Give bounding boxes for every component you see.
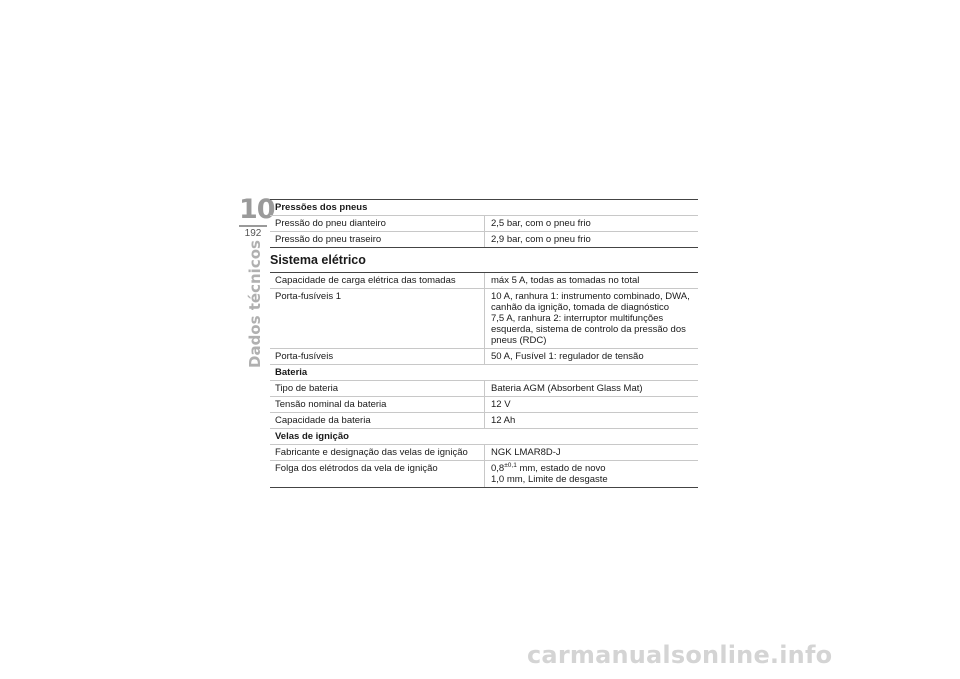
row-label: Capacidade de carga elétrica das tomadas — [270, 273, 485, 288]
value-line: 7,5 A, ranhura 2: interruptor multifunções — [491, 313, 664, 324]
row-label: Tensão nominal da bateria — [270, 397, 485, 412]
row-value — [485, 273, 698, 288]
table-row — [270, 215, 698, 231]
row-value: 12 V — [491, 399, 511, 410]
value-line: pneus (RDC) — [491, 335, 547, 346]
table-row — [270, 444, 698, 460]
value-base: 0,8 — [491, 463, 505, 474]
table-row — [270, 380, 698, 396]
row-label: Tipo de bateria — [270, 381, 485, 396]
table-row — [270, 396, 698, 412]
row-label: Pressão do pneu traseiro — [270, 232, 485, 247]
row-label: Fabricante e designação das velas de ignição — [270, 445, 485, 460]
value-line: 10 A, ranhura 1: instrumento combinado, DWA, — [491, 291, 690, 302]
tire-pressure-heading: Pressões dos pneus — [275, 202, 368, 213]
row-value — [485, 461, 698, 487]
value-line — [491, 463, 694, 474]
row-label: Folga dos elétrodos da vela de ignição — [270, 461, 485, 487]
electrical-table — [270, 272, 698, 488]
page-number: 192 — [244, 228, 262, 239]
chapter-divider — [239, 225, 267, 227]
battery-heading: Bateria — [270, 364, 698, 380]
row-label: Porta-fusíveis 1 — [270, 289, 485, 348]
table-row — [270, 460, 698, 487]
row-value — [485, 349, 698, 364]
table-row — [270, 348, 698, 364]
tire-pressure-table — [270, 199, 698, 248]
value-line: canhão da ignição, tomada de diagnóstico — [491, 302, 669, 313]
value-line: 50 A, Fusível 1: regulador de tensão — [491, 351, 644, 362]
chapter-number: 10 — [239, 194, 275, 225]
table-row — [270, 231, 698, 247]
table-row — [270, 412, 698, 428]
row-value — [485, 289, 698, 348]
row-label: Pressão do pneu dianteiro — [270, 216, 485, 231]
table-row — [270, 288, 698, 348]
row-value: Bateria AGM (Absorbent Glass Mat) — [491, 383, 643, 394]
value-line: 1,0 mm, Limite de desgaste — [491, 474, 608, 485]
row-label: Capacidade da bateria — [270, 413, 485, 428]
value-tolerance: ±0,1 — [504, 462, 517, 469]
spark-plugs-heading: Velas de ignição — [270, 428, 698, 444]
row-value: 2,9 bar, com o pneu frio — [491, 234, 591, 245]
row-label: Porta-fusíveis — [270, 349, 485, 364]
value-line: esquerda, sistema de controlo da pressão dos — [491, 324, 686, 335]
value-line: máx 5 A, todas as tomadas no total — [491, 275, 640, 286]
watermark: carmanualsonline.info — [527, 641, 833, 669]
row-value: 12 Ah — [491, 415, 516, 426]
row-value: 2,5 bar, com o pneu frio — [491, 218, 591, 229]
row-value: NGK LMAR8D-J — [491, 447, 561, 458]
table-row — [270, 273, 698, 288]
section-title: Sistema elétrico — [270, 253, 366, 267]
value-rest: mm, estado de novo — [516, 463, 606, 474]
side-chapter-title: Dados técnicos — [246, 240, 264, 368]
